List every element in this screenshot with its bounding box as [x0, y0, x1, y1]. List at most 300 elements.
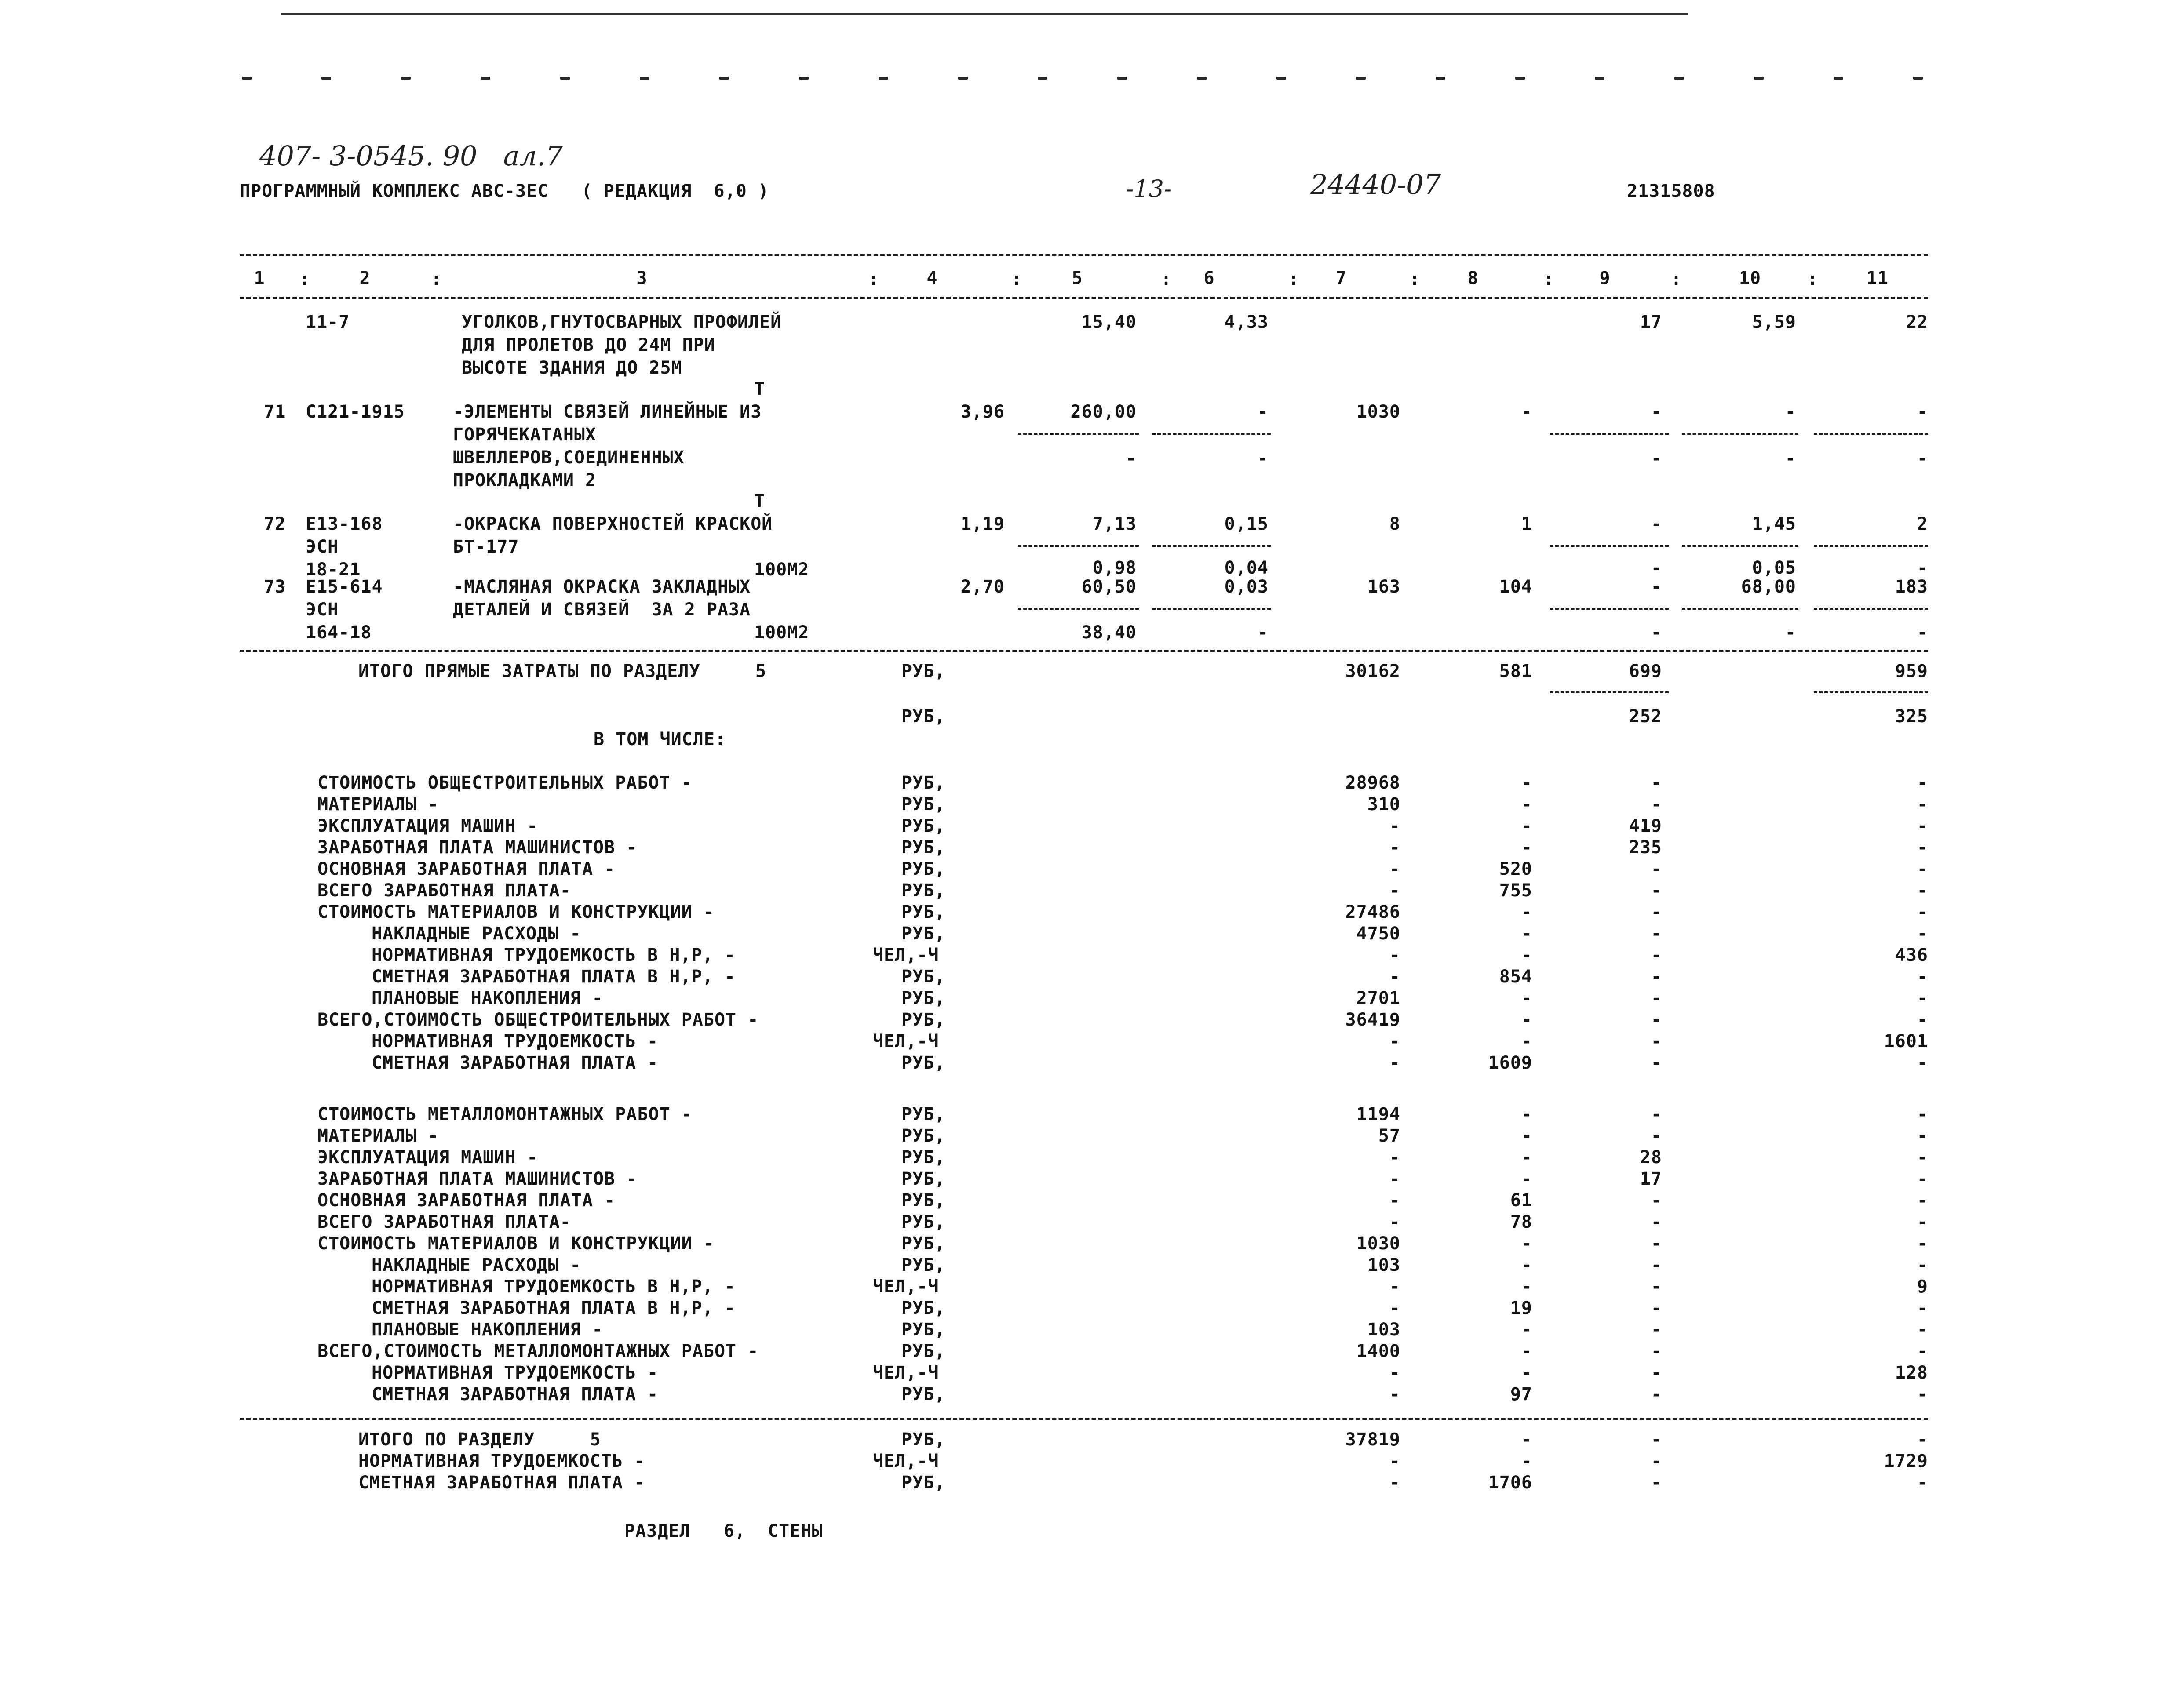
scan-dash	[481, 77, 490, 80]
general-works-unit: РУБ,	[901, 1010, 946, 1030]
scan-dash	[560, 77, 570, 80]
metal-works-label: ВСЕГО ЗАРАБОТНАЯ ПЛАТА-	[317, 1212, 571, 1232]
cell-c6: 0,15	[1224, 514, 1269, 534]
section-total-rule	[240, 650, 1928, 652]
cell-c9: -	[1651, 1320, 1662, 1340]
cell-c9: -	[1651, 859, 1662, 879]
cell-c11b: 325	[1895, 706, 1928, 727]
cell-c11: -	[1917, 1473, 1928, 1493]
cell-c9: -	[1651, 902, 1662, 922]
item-code: С121-1915	[306, 402, 405, 422]
item-unit: 100М2	[754, 622, 809, 643]
table-header-rule	[240, 297, 1928, 299]
item-unit: 100М2	[754, 560, 809, 580]
cell-c8: 520	[1499, 859, 1532, 879]
cell-c8: -	[1521, 1430, 1532, 1450]
cell-c11: 9	[1917, 1277, 1928, 1297]
scan-dash	[958, 77, 968, 80]
item-code: Е13-168	[306, 514, 383, 534]
cell-c9: -	[1651, 1031, 1662, 1051]
item-description: ВЫСОТЕ ЗДАНИЯ ДО 25М	[462, 358, 682, 378]
cell-c4: 1,19	[960, 514, 1005, 534]
cell-c8: -	[1521, 816, 1532, 836]
cell-c8: -	[1521, 924, 1532, 944]
cell-c7: -	[1389, 945, 1400, 965]
metal-works-label: СТОИМОСТЬ МЕТАЛЛОМОНТАЖНЫХ РАБОТ -	[317, 1104, 693, 1124]
cell-c8: -	[1521, 794, 1532, 815]
cell-c8: -	[1521, 1255, 1532, 1275]
column-separator: :	[868, 269, 880, 289]
scan-dash	[1436, 77, 1445, 80]
column-number-2: 2	[359, 268, 371, 288]
general-works-unit: РУБ,	[901, 859, 946, 879]
cell-c9: -	[1651, 1212, 1662, 1232]
cell-c10: 5,59	[1752, 312, 1796, 332]
column-number-6: 6	[1203, 268, 1215, 288]
scan-dash	[1834, 77, 1843, 80]
cell-c11: -	[1917, 773, 1928, 793]
item-code: 164-18	[306, 622, 372, 643]
scan-dash	[1515, 77, 1525, 80]
cell-c9: -	[1651, 794, 1662, 815]
metal-works-unit: РУБ,	[901, 1190, 946, 1211]
metal-works-unit: РУБ,	[901, 1233, 946, 1254]
cell-c7: 163	[1367, 577, 1400, 597]
item-description: БТ-177	[453, 537, 519, 557]
metal-works-label: НОРМАТИВНАЯ ТРУДОЕМКОСТЬ В Н,Р, -	[372, 1277, 736, 1297]
cell-c7: -	[1389, 816, 1400, 836]
cell-c9: -	[1651, 924, 1662, 944]
cell-c10: 1,45	[1752, 514, 1796, 534]
cell-c5: 15,40	[1081, 312, 1137, 332]
final-unit: ЧЕЛ,-Ч	[873, 1451, 939, 1471]
column-number-7: 7	[1335, 268, 1347, 288]
cell-c9b: 252	[1629, 706, 1662, 727]
cell-c7: -	[1389, 1277, 1400, 1297]
cell-c11: -	[1917, 794, 1928, 815]
general-works-label: ПЛАНОВЫЕ НАКОПЛЕНИЯ -	[372, 988, 603, 1008]
cell-c7: -	[1389, 1298, 1400, 1318]
subrow-rule	[1018, 433, 1139, 435]
subrow-rule	[1814, 545, 1928, 547]
item-unit: Т	[754, 491, 766, 511]
cell-c10: -	[1785, 402, 1796, 422]
scan-dash	[321, 77, 331, 80]
column-number-1: 1	[254, 268, 265, 288]
column-separator: :	[1409, 269, 1421, 289]
general-works-label: ЭКСПЛУАТАЦИЯ МАШИН -	[317, 816, 538, 836]
cell-c11: 1601	[1884, 1031, 1928, 1051]
final-label: НОРМАТИВНАЯ ТРУДОЕМКОСТЬ -	[358, 1451, 645, 1471]
top-scan-line	[281, 13, 1688, 15]
cell-c8: -	[1521, 1147, 1532, 1168]
scan-dash	[640, 77, 649, 80]
column-separator: :	[1671, 269, 1682, 289]
cell-c11: -	[1917, 859, 1928, 879]
general-works-label: МАТЕРИАЛЫ -	[317, 794, 439, 815]
cell-c11: 2	[1917, 514, 1928, 534]
cell-c7: -	[1389, 837, 1400, 858]
cell-c7: 1400	[1356, 1341, 1400, 1361]
cell-c11: 22	[1906, 312, 1928, 332]
cell-c7: -	[1389, 1451, 1400, 1471]
cell-c9: -	[1651, 577, 1662, 597]
cell-c7: -	[1389, 1190, 1400, 1211]
including-heading: В ТОМ ЧИСЛЕ:	[594, 729, 726, 749]
cell-c11: -	[1917, 988, 1928, 1008]
general-works-label: СТОИМОСТЬ ОБЩЕСТРОИТЕЛЬНЫХ РАБОТ -	[317, 773, 693, 793]
metal-works-label: ЭКСПЛУАТАЦИЯ МАШИН -	[317, 1147, 538, 1168]
cell-c8: 1	[1521, 514, 1532, 534]
subrow-rule	[1550, 691, 1669, 693]
cell-c7: -	[1389, 967, 1400, 987]
cell-c9: -	[1651, 880, 1662, 901]
cell-c11b: -	[1917, 558, 1928, 578]
cell-c10b: -	[1785, 622, 1796, 643]
final-unit: РУБ,	[901, 1473, 946, 1493]
item-description: ШВЕЛЛЕРОВ,СОЕДИНЕННЫХ	[453, 447, 685, 468]
column-separator: :	[1011, 269, 1023, 289]
cell-c9: 17	[1640, 1169, 1662, 1189]
metal-works-label: НАКЛАДНЫЕ РАСХОДЫ -	[372, 1255, 581, 1275]
cell-c9: -	[1651, 1126, 1662, 1146]
subrow-rule	[1814, 691, 1928, 693]
cell-c10b: -	[1785, 448, 1796, 469]
cell-c11: 128	[1895, 1363, 1928, 1383]
cell-c11: -	[1917, 1233, 1928, 1254]
cell-c7: 103	[1367, 1320, 1400, 1340]
scan-dash	[1038, 77, 1047, 80]
table-top-rule	[240, 254, 1928, 256]
page-number: -13-	[1126, 175, 1172, 203]
general-works-unit: РУБ,	[901, 837, 946, 858]
general-works-unit: РУБ,	[901, 816, 946, 836]
cell-c9: -	[1651, 402, 1662, 422]
item-description: -МАСЛЯНАЯ ОКРАСКА ЗАКЛАДНЫХ	[453, 577, 751, 597]
cell-c6: 4,33	[1224, 312, 1269, 332]
cell-c11: 959	[1895, 661, 1928, 681]
cell-c9b: -	[1651, 448, 1662, 469]
cell-c9: 28	[1640, 1147, 1662, 1168]
general-works-label: НАКЛАДНЫЕ РАСХОДЫ -	[372, 924, 581, 944]
metal-works-label: СТОИМОСТЬ МАТЕРИАЛОВ И КОНСТРУКЦИИ -	[317, 1233, 715, 1254]
general-works-label: ОСНОВНАЯ ЗАРАБОТНАЯ ПЛАТА -	[317, 859, 616, 879]
scan-dash	[879, 77, 888, 80]
cell-c9: -	[1651, 773, 1662, 793]
metal-works-label: МАТЕРИАЛЫ -	[317, 1126, 439, 1146]
metal-works-unit: РУБ,	[901, 1255, 946, 1275]
item-number: 73	[264, 577, 286, 597]
cell-c6: 0,03	[1224, 577, 1269, 597]
cell-c11: -	[1917, 1341, 1928, 1361]
general-works-unit: ЧЕЛ,-Ч	[873, 945, 939, 965]
cell-c7: 30162	[1345, 661, 1400, 681]
column-number-10: 10	[1739, 268, 1761, 288]
cell-c6b: -	[1257, 622, 1269, 643]
cell-c7: -	[1389, 859, 1400, 879]
scan-dash	[1754, 77, 1764, 80]
cell-c11: -	[1917, 402, 1928, 422]
cell-c11: -	[1917, 924, 1928, 944]
scan-dash	[1595, 77, 1604, 80]
subrow-rule	[1814, 433, 1928, 435]
cell-c11: -	[1917, 1147, 1928, 1168]
item-description: ДЕТАЛЕЙ И СВЯЗЕЙ ЗА 2 РАЗА	[453, 600, 751, 620]
cell-c8: 755	[1499, 880, 1532, 901]
column-separator: :	[431, 269, 442, 289]
column-number-4: 4	[926, 268, 938, 288]
subrow-rule	[1682, 545, 1798, 547]
general-works-unit: РУБ,	[901, 902, 946, 922]
metal-works-label: ОСНОВНАЯ ЗАРАБОТНАЯ ПЛАТА -	[317, 1190, 616, 1211]
cell-c9: -	[1651, 1451, 1662, 1471]
cell-c11: -	[1917, 1384, 1928, 1404]
subrow-rule	[1018, 545, 1139, 547]
item-description: УГОЛКОВ,ГНУТОСВАРНЫХ ПРОФИЛЕЙ	[462, 312, 782, 332]
cell-c8: -	[1521, 1277, 1532, 1297]
cell-c7: -	[1389, 1053, 1400, 1073]
cell-c11: -	[1917, 1010, 1928, 1030]
cell-c11: -	[1917, 967, 1928, 987]
cell-c5: 260,00	[1070, 402, 1137, 422]
cell-c7: 8	[1389, 514, 1400, 534]
subrow-rule	[1682, 608, 1798, 610]
metal-works-label: СМЕТНАЯ ЗАРАБОТНАЯ ПЛАТА В Н,Р, -	[372, 1298, 736, 1318]
column-number-8: 8	[1467, 268, 1479, 288]
cell-c8: 581	[1499, 661, 1532, 681]
cell-c11: -	[1917, 880, 1928, 901]
cell-c7: -	[1389, 1169, 1400, 1189]
cell-c11: -	[1917, 1212, 1928, 1232]
program-title: ПРОГРАММНЫЙ КОМПЛЕКС АВС-3ЕС ( РЕДАКЦИЯ 6,0 )	[240, 181, 769, 201]
cell-c9: -	[1651, 1341, 1662, 1361]
cell-c11: -	[1917, 837, 1928, 858]
subrow-rule	[1550, 545, 1669, 547]
section-total-unit: РУБ,	[901, 661, 946, 681]
cell-c9: -	[1651, 1298, 1662, 1318]
subrow-rule	[1152, 545, 1271, 547]
cell-c5b: 0,98	[1092, 558, 1137, 578]
metal-works-label: НОРМАТИВНАЯ ТРУДОЕМКОСТЬ -	[372, 1363, 659, 1383]
next-section-heading: РАЗДЕЛ 6, СТЕНЫ	[624, 1521, 823, 1541]
cell-c11: -	[1917, 1255, 1928, 1275]
cell-c8: 1706	[1488, 1473, 1532, 1493]
cell-c8: 97	[1510, 1384, 1532, 1404]
cell-c9: 419	[1629, 816, 1662, 836]
cell-c8: -	[1521, 1451, 1532, 1471]
column-number-3: 3	[636, 268, 648, 288]
cell-c9: -	[1651, 1190, 1662, 1211]
cell-c5: 60,50	[1081, 577, 1137, 597]
subrow-rule	[1550, 433, 1669, 435]
cell-c8: 61	[1510, 1190, 1532, 1211]
scan-dash	[1356, 77, 1366, 80]
cell-c11: 436	[1895, 945, 1928, 965]
item-unit: Т	[754, 379, 766, 399]
metal-works-label: ЗАРАБОТНАЯ ПЛАТА МАШИНИСТОВ -	[317, 1169, 638, 1189]
cell-c8: -	[1521, 773, 1532, 793]
column-separator: :	[1161, 269, 1172, 289]
cell-c6b: 0,04	[1224, 558, 1269, 578]
item-number: 72	[264, 514, 286, 534]
column-separator: :	[1807, 269, 1819, 289]
item-code: 11-7	[306, 312, 350, 332]
general-works-unit: РУБ,	[901, 794, 946, 815]
general-works-label: ЗАРАБОТНАЯ ПЛАТА МАШИНИСТОВ -	[317, 837, 638, 858]
general-works-label: СМЕТНАЯ ЗАРАБОТНАЯ ПЛАТА -	[372, 1053, 659, 1073]
cell-c6b: -	[1257, 448, 1269, 469]
general-works-unit: РУБ,	[901, 967, 946, 987]
cell-c9: 17	[1640, 312, 1662, 332]
column-separator: :	[1288, 269, 1300, 289]
cell-c5b: 38,40	[1081, 622, 1137, 643]
general-works-unit: РУБ,	[901, 773, 946, 793]
metal-works-unit: РУБ,	[901, 1384, 946, 1404]
general-works-label: СМЕТНАЯ ЗАРАБОТНАЯ ПЛАТА В Н,Р, -	[372, 967, 736, 987]
subrow-rule	[1152, 608, 1271, 610]
cell-c9: -	[1651, 1104, 1662, 1124]
cell-c7: 27486	[1345, 902, 1400, 922]
general-works-unit: РУБ,	[901, 988, 946, 1008]
cell-c7: 1194	[1356, 1104, 1400, 1124]
cell-c7: -	[1389, 1473, 1400, 1493]
cell-c8: 854	[1499, 967, 1532, 987]
cell-c8: -	[1521, 1010, 1532, 1030]
cell-c8: -	[1521, 1341, 1532, 1361]
subrow-rule	[1814, 608, 1928, 610]
cell-c9: -	[1651, 1363, 1662, 1383]
cell-c9: -	[1651, 514, 1662, 534]
metal-works-label: СМЕТНАЯ ЗАРАБОТНАЯ ПЛАТА -	[372, 1384, 659, 1404]
cell-c8: -	[1521, 837, 1532, 858]
cell-c5: 7,13	[1092, 514, 1137, 534]
cell-c11: -	[1917, 1298, 1928, 1318]
cell-c7: -	[1389, 1384, 1400, 1404]
cell-c8: -	[1521, 1169, 1532, 1189]
cell-c11: -	[1917, 1053, 1928, 1073]
cell-c7: 28968	[1345, 773, 1400, 793]
handwritten-code: 407- 3-0545. 90 ал.7	[259, 140, 563, 172]
cell-c11: -	[1917, 1104, 1928, 1124]
cell-c7: -	[1389, 1031, 1400, 1051]
cell-c11: -	[1917, 816, 1928, 836]
column-number-5: 5	[1072, 268, 1083, 288]
cell-c10b: 0,05	[1752, 558, 1796, 578]
cell-c7: -	[1389, 1212, 1400, 1232]
scan-dash	[401, 77, 411, 80]
cell-c11: -	[1917, 1126, 1928, 1146]
metal-works-unit: РУБ,	[901, 1126, 946, 1146]
scan-dash	[1197, 77, 1207, 80]
cell-c9: -	[1651, 1010, 1662, 1030]
document-code: 21315808	[1627, 181, 1715, 201]
cell-c11b: -	[1917, 622, 1928, 643]
cell-c9: -	[1651, 988, 1662, 1008]
cell-c7: 1030	[1356, 402, 1400, 422]
scan-dash	[799, 77, 809, 80]
cell-c8: -	[1521, 1233, 1532, 1254]
metal-works-label: ПЛАНОВЫЕ НАКОПЛЕНИЯ -	[372, 1320, 603, 1340]
cell-c11b: -	[1917, 448, 1928, 469]
cell-c9: -	[1651, 1277, 1662, 1297]
item-description: ДЛЯ ПРОЛЕТОВ ДО 24М ПРИ	[462, 335, 715, 355]
item-description: -ЭЛЕМЕНТЫ СВЯЗЕЙ ЛИНЕЙНЫЕ ИЗ	[453, 402, 762, 422]
column-separator: :	[299, 269, 310, 289]
item-code: ЭСН	[306, 537, 339, 557]
cell-c7: -	[1389, 1147, 1400, 1168]
general-works-label: НОРМАТИВНАЯ ТРУДОЕМКОСТЬ -	[372, 1031, 659, 1051]
item-code: ЭСН	[306, 600, 339, 620]
metal-works-unit: РУБ,	[901, 1212, 946, 1232]
cell-c11: 183	[1895, 577, 1928, 597]
subrow-rule	[1682, 433, 1798, 435]
cell-c9: -	[1651, 1255, 1662, 1275]
final-label: СМЕТНАЯ ЗАРАБОТНАЯ ПЛАТА -	[358, 1473, 645, 1493]
cell-c8: -	[1521, 1104, 1532, 1124]
final-rule	[240, 1418, 1928, 1420]
general-works-label: ВСЕГО ЗАРАБОТНАЯ ПЛАТА-	[317, 880, 571, 901]
section-total-unit: РУБ,	[901, 706, 946, 727]
cell-c9: -	[1651, 1473, 1662, 1493]
general-works-unit: РУБ,	[901, 1053, 946, 1073]
general-works-label: СТОИМОСТЬ МАТЕРИАЛОВ И КОНСТРУКЦИИ -	[317, 902, 715, 922]
cell-c11: -	[1917, 1190, 1928, 1211]
section-total-label: ИТОГО ПРЯМЫЕ ЗАТРАТЫ ПО РАЗДЕЛУ 5	[358, 661, 767, 681]
subrow-rule	[1152, 433, 1271, 435]
metal-works-unit: РУБ,	[901, 1104, 946, 1124]
subrow-rule	[1550, 608, 1669, 610]
cell-c8: -	[1521, 1363, 1532, 1383]
cell-c8: 104	[1499, 577, 1532, 597]
cell-c9: 235	[1629, 837, 1662, 858]
cell-c8: -	[1521, 902, 1532, 922]
scan-dash	[1276, 77, 1286, 80]
cell-c11: -	[1917, 1169, 1928, 1189]
cell-c8: 78	[1510, 1212, 1532, 1232]
metal-works-unit: ЧЕЛ,-Ч	[873, 1277, 939, 1297]
cell-c10: 68,00	[1741, 577, 1796, 597]
cell-c9: -	[1651, 1053, 1662, 1073]
metal-works-unit: РУБ,	[901, 1320, 946, 1340]
column-separator: :	[1543, 269, 1555, 289]
item-number: 71	[264, 402, 286, 422]
cell-c8: -	[1521, 945, 1532, 965]
cell-c4: 2,70	[960, 577, 1005, 597]
item-code: 18-21	[306, 560, 361, 580]
cell-c7: 57	[1378, 1126, 1400, 1146]
item-code: Е15-614	[306, 577, 383, 597]
cell-c9: -	[1651, 945, 1662, 965]
column-number-9: 9	[1599, 268, 1611, 288]
cell-c9b: -	[1651, 622, 1662, 643]
cell-c7: 36419	[1345, 1010, 1400, 1030]
cell-c8: -	[1521, 1126, 1532, 1146]
final-label: ИТОГО ПО РАЗДЕЛУ 5	[358, 1430, 601, 1450]
cell-c9: 699	[1629, 661, 1662, 681]
cell-c4: 3,96	[960, 402, 1005, 422]
cell-c9b: -	[1651, 558, 1662, 578]
scan-dash	[719, 77, 729, 80]
metal-works-label: ВСЕГО,СТОИМОСТЬ МЕТАЛЛОМОНТАЖНЫХ РАБОТ -	[317, 1341, 759, 1361]
metal-works-unit: РУБ,	[901, 1169, 946, 1189]
cell-c11: -	[1917, 1430, 1928, 1450]
general-works-unit: РУБ,	[901, 880, 946, 901]
cell-c8: 19	[1510, 1298, 1532, 1318]
scan-dash	[242, 77, 252, 80]
general-works-unit: ЧЕЛ,-Ч	[873, 1031, 939, 1051]
cell-c8: -	[1521, 1320, 1532, 1340]
final-unit: РУБ,	[901, 1430, 946, 1450]
